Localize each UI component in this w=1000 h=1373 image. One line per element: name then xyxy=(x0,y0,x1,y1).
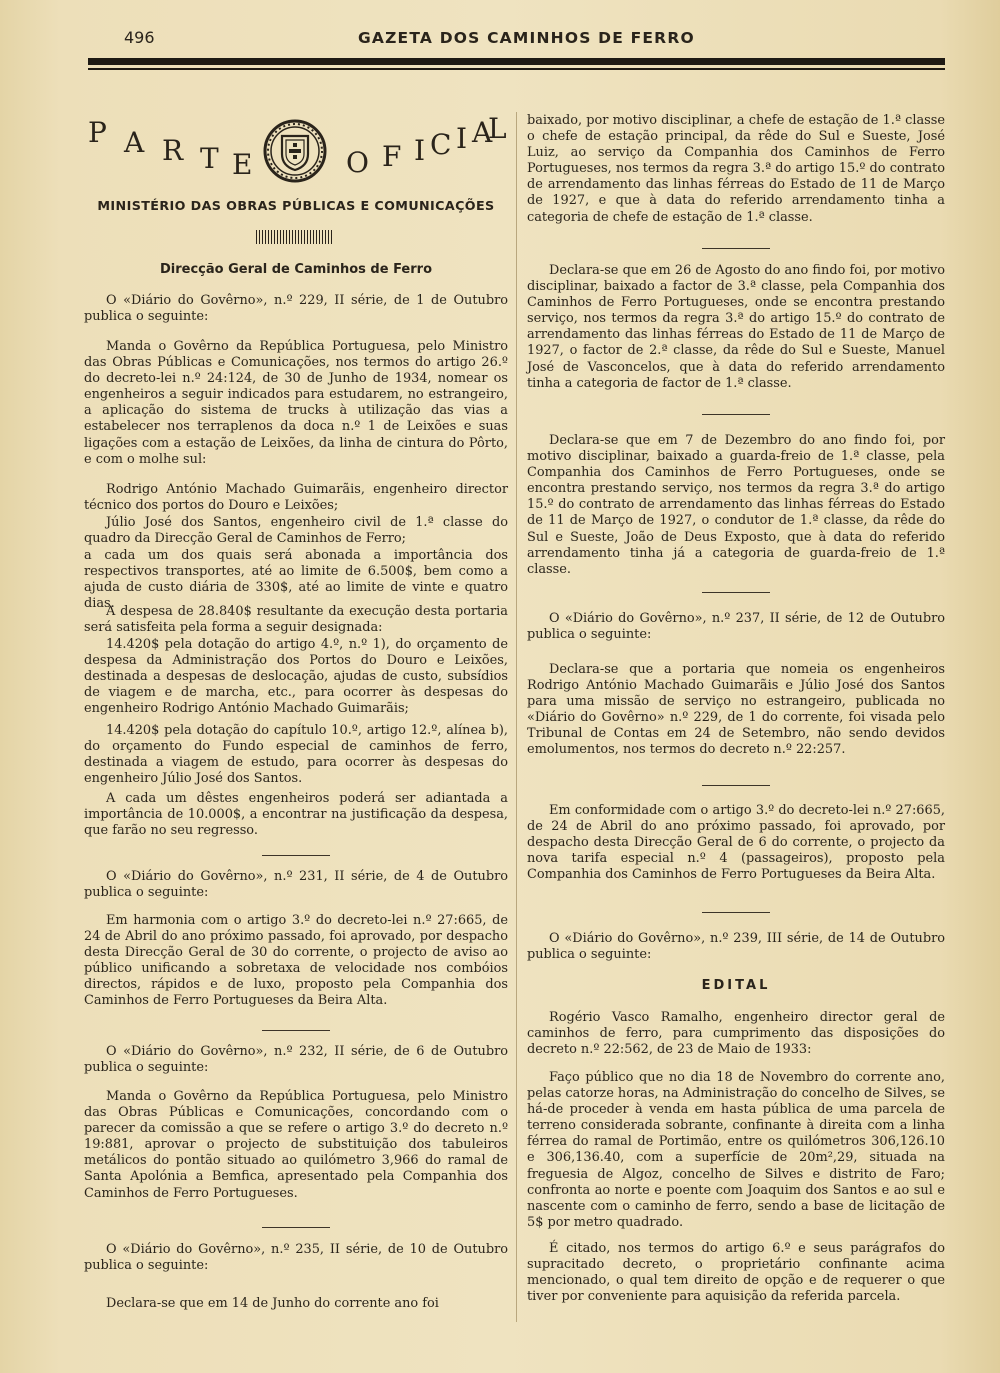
title-letter: L xyxy=(488,112,508,145)
paragraph: O «Diário do Govêrno», n.º 235, II série, de 10 de Outubro publica o seguinte: xyxy=(84,1242,508,1274)
paragraph: Declara-se que em 7 de Dezembro do ano findo foi, por motivo disciplinar, baixado a guarda-freio de 1.ª classe, pela Companhia dos Caminhos de Ferro Portugueses, onde se encontra prestando serviço, nos termos da regra 3.ª do artigo 15.º do contrato de arrendamento das linhas férreas do Estado de 11 de Março de 1927, o condutor de 1.ª classe, da rêde do Sul e Sueste, João de Deus Exposto, que à data do referido arrendamento tinha já a categoria de guarda-freio de 1.ª classe. xyxy=(527,433,945,577)
title-letter: I xyxy=(414,134,426,167)
paragraph: Júlio José dos Santos, engenheiro civil de 1.ª classe do quadro da Direcção Geral de Caminhos de Ferro; xyxy=(84,515,508,547)
direction-heading: Direcção Geral de Caminhos de Ferro xyxy=(159,262,432,277)
column-divider xyxy=(516,112,517,1322)
header-rule-thick xyxy=(88,58,945,65)
section-separator xyxy=(702,912,770,913)
paragraph: baixado, por motivo disciplinar, a chefe de estação de 1.ª classe o chefe de estação principal, da rêde do Sul e Sueste, José Luiz, ao serviço da Companhia dos Caminhos de Ferro Portugueses, nos termos da regra 3.ª do artigo 15.º do contrato de arrendamento das linhas férreas do Estado de 11 de Março de 1927, e que à data do referido arrendamento tinha a categoria de chefe de estação de 1.ª classe. xyxy=(527,113,945,225)
paragraph: É citado, nos termos do artigo 6.º e seus parágrafos do supracitado decreto, o proprietário confinante acima mencionado, o qual tem direito de opção e de requerer o que tiver por conveniente para aquisição da referida parcela. xyxy=(527,1241,945,1305)
paragraph: Declara-se que em 14 de Junho do corrente ano foi xyxy=(106,1296,439,1311)
paragraph: Em harmonia com o artigo 3.º do decreto-lei n.º 27:665, de 24 de Abril do ano próximo passado, foi aprovado, por despacho desta Direcção Geral de 30 do corrente, o projecto de aviso ao público unificando a sobretaxa de velocidade nos combóios directos, rápidos e de luxo, proposto pela Companhia dos Caminhos de Ferro Portugueses da Beira Alta. xyxy=(84,913,508,1009)
title-letter: T xyxy=(200,142,220,175)
paragraph: A cada um dêstes engenheiros poderá ser adiantada a importância de 10.000$, a encontrar na justificação da despesa, que farão no seu regresso. xyxy=(84,791,508,839)
paragraph: A despesa de 28.840$ resultante da execução desta portaria será satisfeita pela forma a seguir designada: xyxy=(84,604,508,636)
title-letter: A xyxy=(124,126,145,159)
title-block xyxy=(84,112,508,302)
header-rule-thin xyxy=(88,68,945,70)
section-separator xyxy=(262,1227,330,1228)
paragraph: O «Diário do Govêrno», n.º 229, II série, de 1 de Outubro publica o seguinte: xyxy=(84,293,508,325)
section-separator xyxy=(702,414,770,415)
section-separator xyxy=(702,248,770,249)
paragraph: O «Diário do Govêrno», n.º 237, II série, de 12 de Outubro publica o seguinte: xyxy=(527,611,945,643)
paragraph: O «Diário do Govêrno», n.º 232, II série, de 6 de Outubro publica o seguinte: xyxy=(84,1044,508,1076)
paragraph: O «Diário do Govêrno», n.º 231, II série, de 4 de Outubro publica o seguinte: xyxy=(84,869,508,901)
paragraph: Manda o Govêrno da República Portuguesa, pelo Ministro das Obras Públicas e Comunicações, concordando com o parecer da comissão a que se refere o artigo 3.º do decreto n.º 19:881, aprovar o projecto de substituição dos tabuleiros metálicos do pontão situado ao quilómetro 3,966 do ramal de Santa Apolónia a Bemfica, apresentado pela Companhia dos Caminhos de Ferro Portugueses. xyxy=(84,1089,508,1201)
paragraph: Em conformidade com o artigo 3.º do decreto-lei n.º 27:665, de 24 de Abril do ano próximo passado, foi aprovado, por despacho desta Direcção Geral de 6 do corrente, o projecto da nova tarifa especial n.º 4 (passageiros), proposto pela Companhia dos Caminhos de Ferro Portugueses da Beira Alta. xyxy=(527,803,945,883)
page-number: 496 xyxy=(124,28,155,47)
title-letter: O xyxy=(346,146,370,179)
paragraph: Declara-se que a portaria que nomeia os engenheiros Rodrigo António Machado Guimarãis e Júlio José dos Santos para uma missão de serviço no estrangeiro, publicada no «Diário do Govêrno» n.º 229, de 1 do corrente, foi visada pelo Tribunal de Contas em 24 de Setembro, não sendo devidos emolumentos, nos termos do decreto n.º 22:257. xyxy=(527,662,945,758)
title-letter: E xyxy=(232,148,253,181)
title-letter: F xyxy=(382,140,402,173)
paragraph: a cada um dos quais será abonada a importância dos respectivos transportes, até ao limite de 6.500$, bem como a ajuda de custo diária de 330$, até ao limite de vinte e quatro dias. xyxy=(84,548,508,612)
section-separator xyxy=(702,592,770,593)
paragraph: Rodrigo António Machado Guimarãis, engenheiro director técnico dos portos do Douro e Leixões; xyxy=(84,482,508,514)
title-letter: C xyxy=(430,128,452,161)
ministry-heading: MINISTÉRIO DAS OBRAS PÚBLICAS E COMUNICAÇÕES xyxy=(97,198,495,213)
paragraph: 14.420$ pela dotação do artigo 4.º, n.º 1), do orçamento de despesa da Administração dos Portos do Douro e Leixões, destinada a despesas de deslocação, ajudas de custo, subsídios de viagem e de marcha, etc., para ocorrer às despesas do engenheiro Rodrigo António Machado Guimarãis; xyxy=(84,637,508,717)
edital-heading: EDITAL xyxy=(701,978,771,993)
title-letter: A xyxy=(472,116,493,149)
paragraph: O «Diário do Govêrno», n.º 239, III série, de 14 de Outubro publica o seguinte: xyxy=(527,931,945,963)
portuguese-coat-of-arms-icon xyxy=(262,118,328,184)
title-letter: I xyxy=(456,122,468,155)
title-letter: R xyxy=(162,134,184,167)
paragraph: Manda o Govêrno da República Portuguesa, pelo Ministro das Obras Públicas e Comunicações, nos termos do artigo 26.º do decreto-lei n.º 24:124, de 30 de Junho de 1934, nomear os engenheiros a seguir indicados para estudarem, no estrangeiro, a aplicação do sistema de trucks à utilização das vias a estabelecer nos terraplenos da doca n.º 1 de Leixões e suas ligações com a estação de Leixões, da linha de cintura do Pôrto, e com o molhe sul: xyxy=(84,339,508,467)
section-separator xyxy=(262,1030,330,1031)
paragraph: 14.420$ pela dotação do capítulo 10.º, artigo 12.º, alínea b), do orçamento do Fundo especial de caminhos de ferro, destinada a viagem de estudo, para ocorrer às despesas do engenheiro Júlio José dos Santos. xyxy=(84,723,508,787)
ornament-bar xyxy=(256,230,334,244)
title-letter: P xyxy=(88,116,108,149)
paragraph: Declara-se que em 26 de Agosto do ano findo foi, por motivo disciplinar, baixado a factor de 3.ª classe, pela Companhia dos Caminhos de Ferro Portugueses, onde se encontra prestando serviço, nos termos da regra 3.ª do artigo 15.º do contrato de arrendamento das linhas férreas do Estado de 11 de Março de 1927, o factor de 2.ª classe, da rêde do Sul e Sueste, Manuel José de Vasconcelos, que à data do referido arrendamento tinha a categoria de factor de 1.ª classe. xyxy=(527,263,945,391)
page-header xyxy=(88,28,948,52)
section-separator xyxy=(262,855,330,856)
paragraph: Faço público que no dia 18 de Novembro do corrente ano, pelas catorze horas, na Administração do concelho de Silves, se há-de proceder à venda em hasta pública de uma parcela de terreno considerada sobrante, confinante à direita com a linha férrea do ramal de Portimão, entre os quilómetros 306,126.10 e 306,136.40, com a superfície de 20m²,29, situada na freguesia de Algoz, concelho de Silves e distrito de Faro; confronta ao norte e poente com Joaquim dos Santos e ao sul e nascente com o caminho de ferro, sendo a base de licitação de 5$ por metro quadrado. xyxy=(527,1070,946,1230)
section-separator xyxy=(702,785,770,786)
journal-title: GAZETA DOS CAMINHOS DE FERRO xyxy=(358,29,695,47)
paragraph: Rogério Vasco Ramalho, engenheiro director geral de caminhos de ferro, para cumprimento das disposições do decreto n.º 22:562, de 23 de Maio de 1933: xyxy=(527,1010,945,1058)
